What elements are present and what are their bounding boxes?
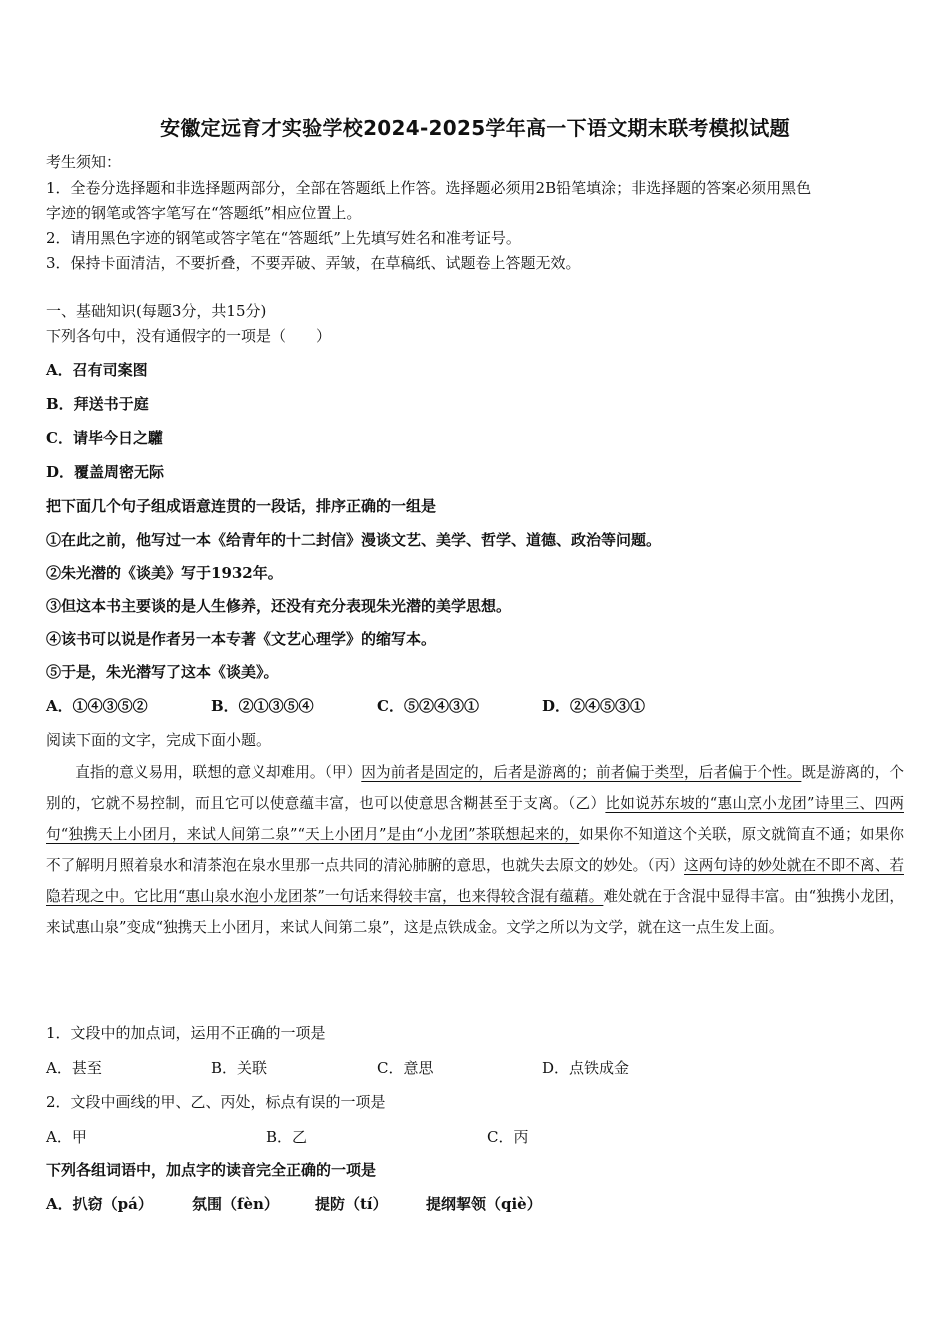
question-2-sentence-3: ③但这本书主要谈的是人生修养，还没有充分表现朱光潜的美学思想。 [46, 597, 512, 615]
question-2-option-d: D．②④⑤③① [542, 697, 646, 715]
section-heading: 一、基础知识(每题3分，共15分) [46, 302, 267, 320]
reading-passage [46, 757, 904, 943]
notice-item-1-line-2: 字迹的钢笔或答字笔写在“答题纸”相应位置上。 [46, 204, 362, 222]
question-2-sentence-2: ②朱光潜的《谈美》写于1932年。 [46, 564, 283, 582]
reading-intro: 阅读下面的文字，完成下面小题。 [46, 731, 272, 749]
notice-item-3: 3．保持卡面清洁，不要折叠，不要弄破、弄皱，在草稿纸、试题卷上答题无效。 [46, 254, 581, 272]
question-4-stem: 下列各组词语中，加点字的读音完全正确的一项是 [46, 1161, 377, 1179]
subquestion-1-options [46, 1058, 906, 1078]
question-1-stem: 下列各句中，没有通假字的一项是（ ） [46, 327, 332, 345]
passage-underline-bing: 这两句诗的妙处就在不即不离、若隐若现之中。它比用“惠山泉水泡小龙团茶”一句话来得较丰富，也来得较含混有蕴藉。 [46, 857, 904, 905]
question-1-option-d: D．覆盖周密无际 [46, 463, 165, 481]
subquestion-2-option-c: C．丙 [487, 1128, 529, 1146]
question-1-option-a: A．召有司案图 [46, 361, 148, 379]
subquestion-1-option-d: D．点铁成金 [542, 1059, 630, 1077]
question-2-sentence-4: ④该书可以说是作者另一本专著《文艺心理学》的缩写本。 [46, 630, 437, 648]
question-4-options [46, 1194, 906, 1214]
question-4-item-1: A．扒窃（pá） [46, 1195, 153, 1213]
subquestion-1-stem: 1．文段中的加点词，运用不正确的一项是 [46, 1024, 326, 1042]
question-2-option-c: C．⑤②④③① [377, 697, 479, 715]
passage-underline-jia: 因为前者是固定的，后者是游离的；前者偏于类型，后者偏于个性。 [361, 764, 802, 781]
passage-underline-yi: 比如说苏东坡的“惠山烹小龙团”诗里三、四两句“独携天上小团月，来试人间第二泉”“天上小团月”是由“小龙团”茶联想起来的， [46, 795, 904, 843]
question-4-item-3: 提防（tí） [315, 1195, 388, 1213]
question-4-item-2: 氛围（fèn） [192, 1195, 279, 1213]
notice-heading: 考生须知： [46, 153, 122, 171]
question-2-sentence-1: ①在此之前，他写过一本《给青年的十二封信》漫谈文艺、美学、哲学、道德、政治等问题。 [46, 531, 662, 549]
notice-item-2: 2．请用黑色字迹的钢笔或答字笔在“答题纸”上先填写姓名和准考证号。 [46, 229, 521, 247]
question-1-option-b: B．拜送书于庭 [46, 395, 149, 413]
question-2-options [46, 696, 906, 716]
passage-part-a: 直指的意义易用，联想的意义却难用。（甲） [75, 764, 362, 781]
subquestion-2-options [46, 1127, 906, 1147]
passage-part-g: 难处就在于含混中显得丰富。由“独携小龙团，来试惠山泉”变成“独携天上小团月，来试人间第二泉”，这是点铁成金。文学之所以为文学，就在这一点生发上面。 [46, 888, 904, 936]
notice-item-1-line-1: 1．全卷分选择题和非选择题两部分，全部在答题纸上作答。选择题必须用2B铅笔填涂；非选择题的答案必须用黑色 [46, 179, 812, 197]
question-4-item-4: 提纲挈领（qiè） [426, 1195, 542, 1213]
question-1-option-c: C．请毕今日之驩 [46, 429, 163, 447]
question-2-stem: 把下面几个句子组成语意连贯的一段话，排序正确的一组是 [46, 497, 437, 515]
subquestion-1-option-b: B．关联 [211, 1059, 268, 1077]
question-2-option-b: B．②①③⑤④ [211, 697, 314, 715]
subquestion-2-option-b: B．乙 [266, 1128, 308, 1146]
question-2-sentence-5: ⑤于是，朱光潜写了这本《谈美》。 [46, 663, 279, 681]
exam-title: 安徽定远育才实验学校2024-2025学年高一下语文期末联考模拟试题 [160, 116, 790, 140]
subquestion-1-option-c: C．意思 [377, 1059, 434, 1077]
passage-part-c: 既是游离的，个别的，它就不易控制，而且它可以使意蕴丰富，也可以使意思含糊甚至于支离。（乙） [46, 764, 904, 812]
subquestion-2-option-a: A．甲 [46, 1128, 87, 1146]
subquestion-1-option-a: A．甚至 [46, 1059, 102, 1077]
subquestion-2-stem: 2．文段中画线的甲、乙、丙处，标点有误的一项是 [46, 1093, 386, 1111]
question-2-option-a: A．①④③⑤② [46, 697, 148, 715]
passage-part-e: 如果你不知道这个关联，原文就简直不通；如果你不了解明月照着泉水和清茶泡在泉水里那一点共同的清沁肺腑的意思，也就失去原文的妙处。（丙） [46, 826, 904, 874]
